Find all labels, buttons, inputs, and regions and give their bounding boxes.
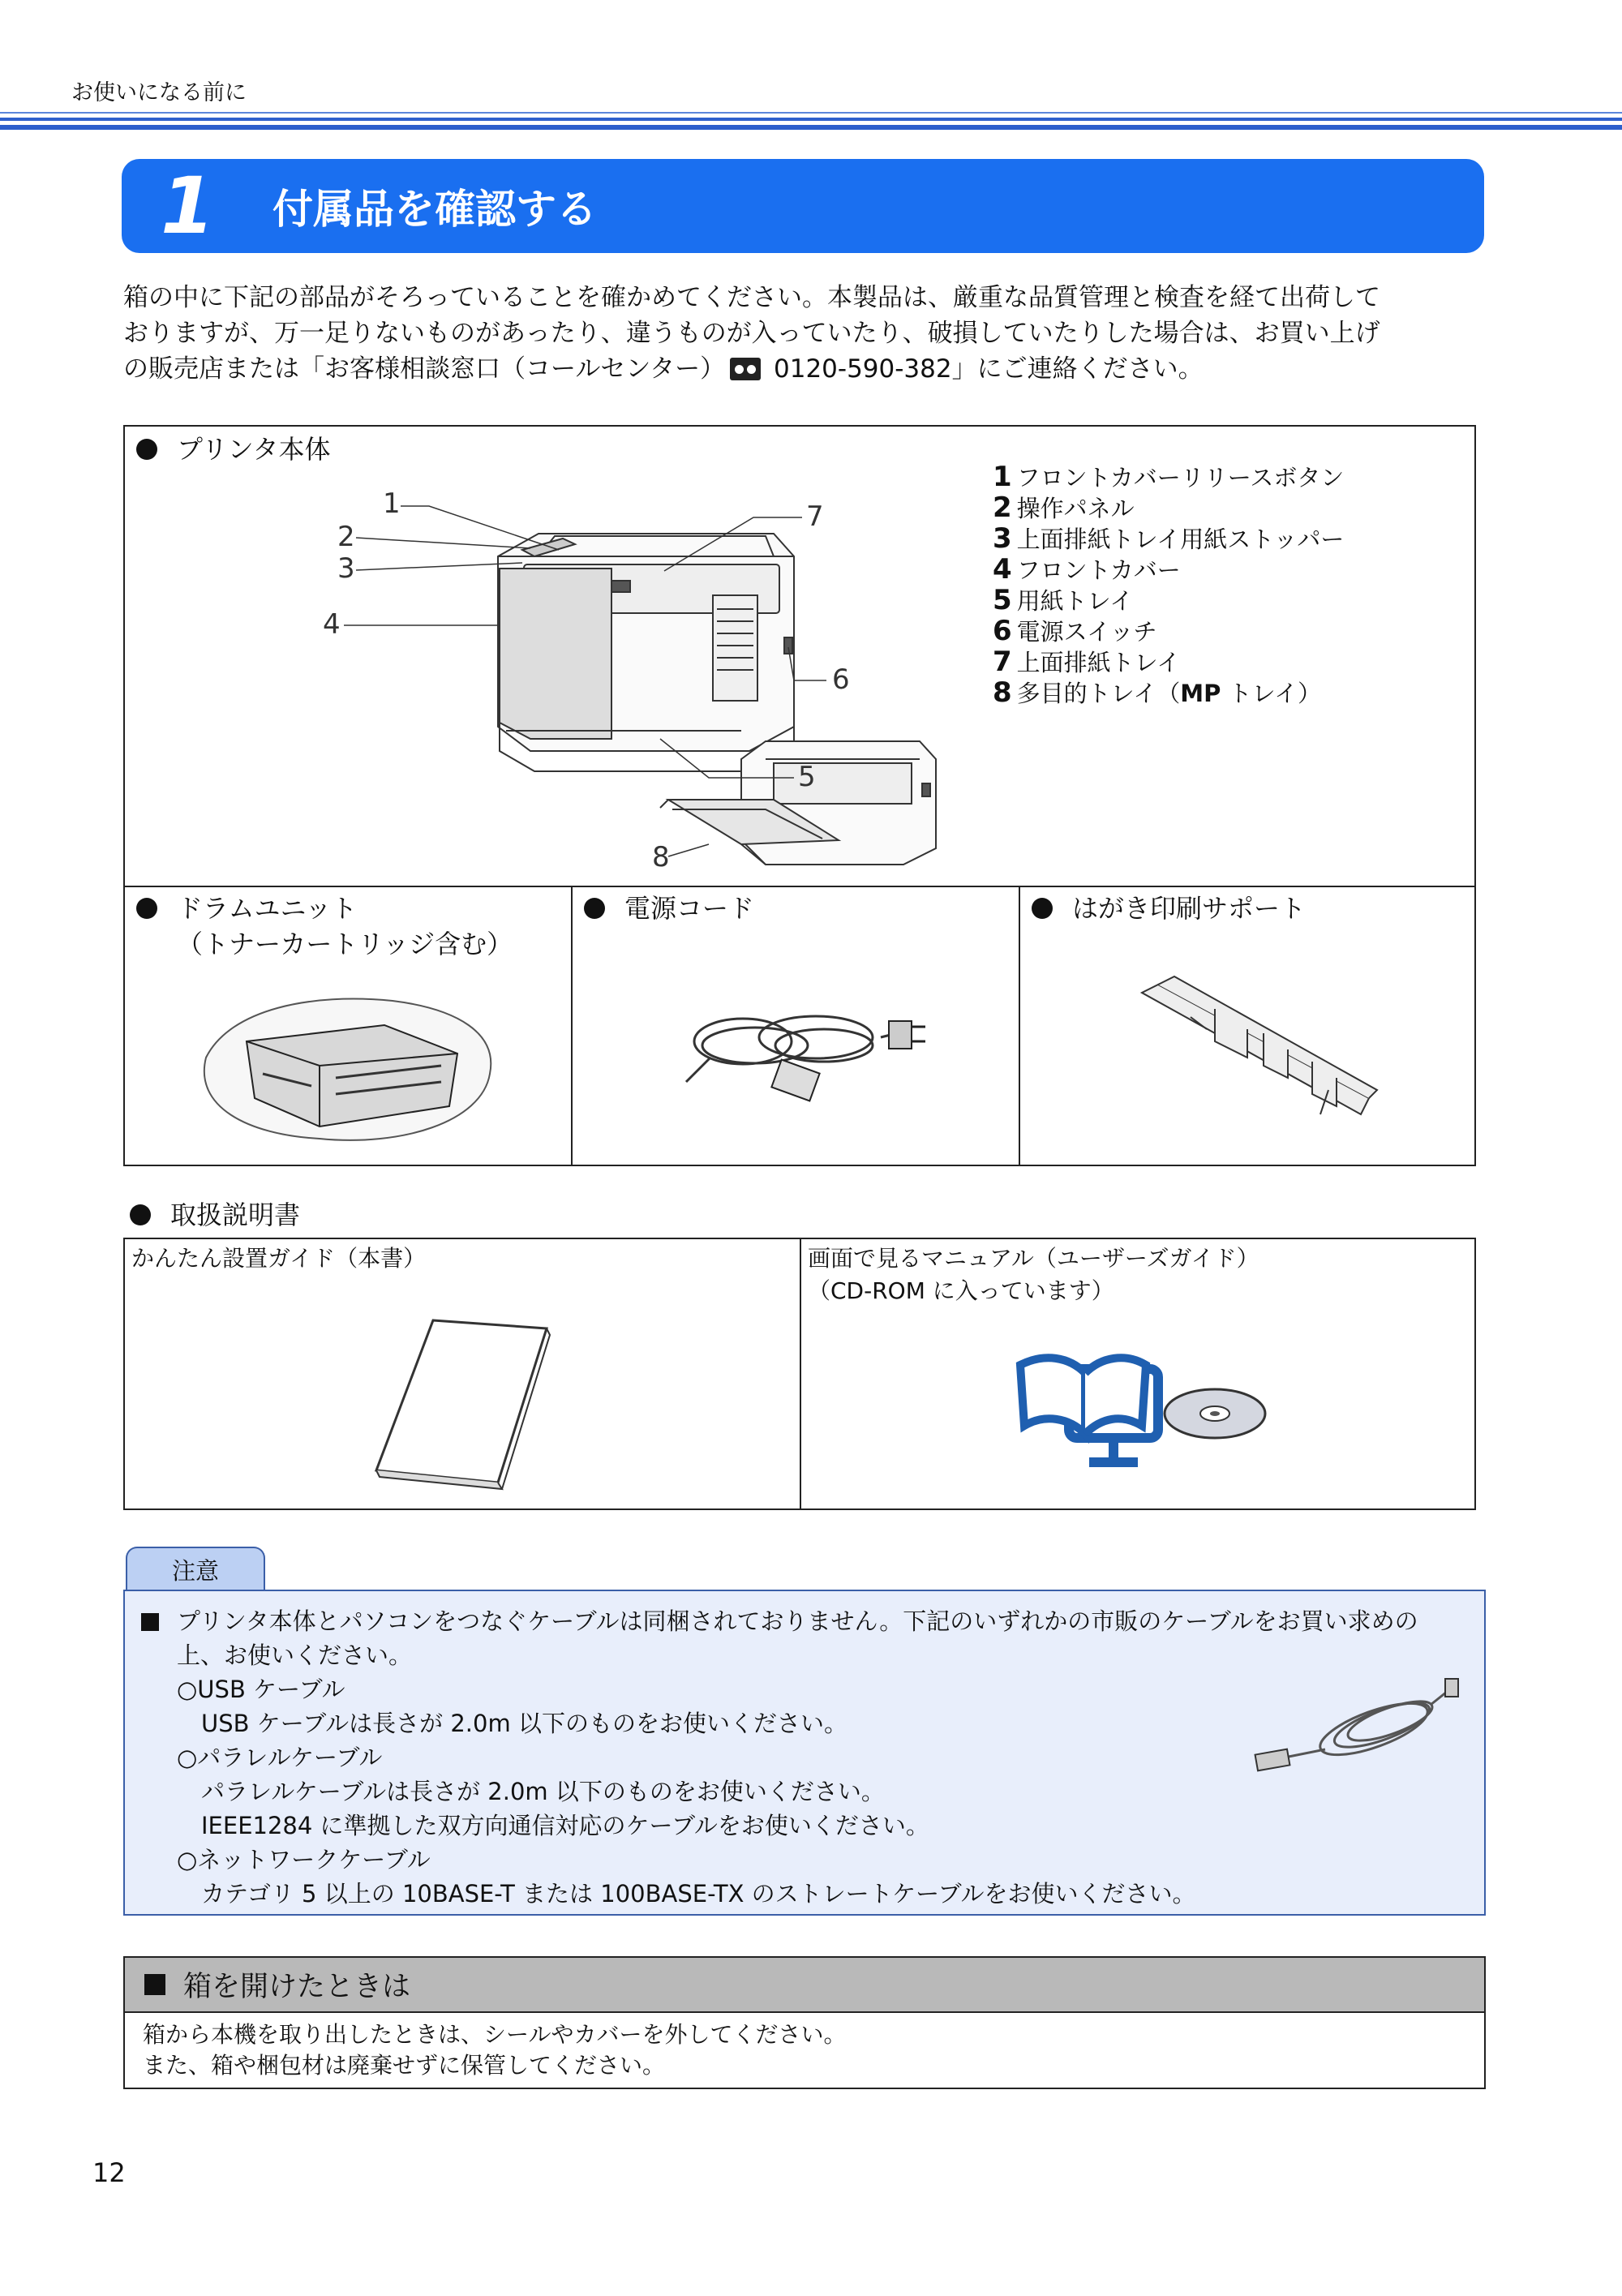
intro-line-3-post: 」にご連絡ください。 [951,354,1204,384]
callout-3: 3 [337,552,355,585]
drum-heading [133,891,513,962]
callout-7: 7 [806,500,824,533]
callout-8: 8 [652,841,670,873]
section-header: お使いになる前に [71,80,247,105]
box-open-line-2: また、箱や梱包材は廃棄せずに保管してください。 [143,2052,666,2079]
legend-item-5: 5 用紙トレイ [993,584,1134,616]
free-dial-icon [730,358,761,380]
bullet-icon [136,439,157,460]
legend-item-6: 6 電源スイッチ [993,615,1157,647]
square-bullet-icon [141,1613,159,1631]
network-cable-title: ○ネットワークケーブル [177,1846,431,1873]
usb-cable-title: ○USB ケーブル [177,1676,345,1703]
caution-box [123,1590,1486,1916]
parallel-cable-desc-2: IEEE1284 に準拠した双方向通信対応のケーブルをお使いください。 [201,1812,929,1839]
postcard-heading-text: はがき印刷サポート [1072,893,1307,924]
network-cable-desc: カテゴリ 5 以上の 10BASE-T または 100BASE-TX のストレートケーブルをお使いください。 [201,1880,1196,1908]
power-cord-heading [581,891,754,926]
bullet-icon [136,898,157,919]
power-cord-panel [571,886,1020,1166]
manuals-heading-text: 取扱説明書 [170,1199,301,1230]
quick-guide-panel [123,1238,801,1510]
manuals-heading [127,1197,300,1233]
printer-legend [993,462,1344,709]
phone-number: 0120-590-382 [774,354,952,384]
power-cord-heading-text: 電源コード [624,893,755,924]
drum-heading-text: ドラムユニット （トナーカートリッジ含む） [177,893,513,959]
legend-item-3: 3 上面排紙トレイ用紙ストッパー [993,522,1345,555]
box-open-body [123,2011,1486,2089]
booklet-illustration [368,1312,563,1491]
cd-rom-icon [1158,1381,1272,1446]
legend-item-7: 7 上面排紙トレイ [993,646,1181,678]
quick-guide-label: かんたん設置ガイド（本書） [131,1245,427,1272]
callout-5: 5 [798,761,816,793]
printer-illustration [287,459,1082,881]
legend-item-1: 1 フロントカバーリリースボタン [993,461,1345,493]
section-title-bar [122,159,1484,253]
callout-1: 1 [383,487,401,520]
power-cord-illustration [678,968,938,1122]
parallel-cable-desc-1: パラレルケーブルは長さが 2.0m 以下のものをお使いください。 [201,1778,885,1805]
caution-tab: 注意 [126,1547,265,1590]
callout-4: 4 [323,608,341,641]
header-rule-thin [0,112,1622,114]
postcard-support-panel [1019,886,1476,1166]
intro-paragraph [123,280,1486,387]
intro-line-2: おりますが、万一足りないものがあったり、違うものが入っていたり、破損していたりした場合は、お買い上げ [123,319,1380,348]
legend-item-8: 8 多目的トレイ（MP トレイ） [993,676,1322,709]
user-guide-panel [800,1238,1476,1510]
bullet-icon [1032,898,1053,919]
section-number: 1 [161,161,215,251]
callout-6: 6 [832,663,850,696]
box-open-line-1: 箱から本機を取り出したときは、シールやカバーを外してください。 [143,2021,847,2048]
caution-line-2: 上、お使いください。 [177,1642,413,1669]
square-bullet-icon [144,1974,165,1995]
drum-unit-illustration [198,976,506,1155]
parallel-cable-title: ○パラレルケーブル [177,1744,383,1771]
usb-cable-illustration [1244,1672,1463,1778]
intro-line-3 [123,351,1486,387]
bullet-icon [584,898,605,919]
header-rule-mid [0,118,1622,121]
box-open-heading-text: 箱を開けたときは [183,1971,411,2003]
legend-item-4: 4 フロントカバー [993,553,1181,586]
bullet-icon [130,1204,151,1225]
usb-cable-desc: USB ケーブルは長さが 2.0m 以下のものをお使いください。 [201,1710,847,1737]
caution-line-1: プリンタ本体とパソコンをつなぐケーブルは同梱されておりません。下記のいずれかの市販のケーブルをお買い求めの [141,1604,1471,1638]
postcard-heading [1028,891,1306,926]
intro-line-1: 箱の中に下記の部品がそろっていることを確かめてください。本製品は、厳重な品質管理と検査を経て出荷して [123,283,1380,312]
intro-line-3-pre: の販売店または「お客様相談窓口（コールセンター） [123,354,726,384]
box-open-heading [123,1956,1486,2013]
page-number: 12 [92,2157,126,2188]
legend-item-2: 2 操作パネル [993,491,1135,524]
postcard-support-illustration [1126,952,1401,1147]
header-rule-thick [0,125,1622,130]
printer-panel [123,425,1476,887]
callout-2: 2 [337,521,355,553]
drum-unit-panel [123,886,573,1166]
user-guide-label: 画面で見るマニュアル（ユーザーズガイド） （CD-ROM に入っています） [808,1245,1259,1304]
onscreen-manual-icon [1012,1345,1174,1474]
section-title: 付属品を確認する [272,186,597,233]
printer-heading-text: プリンタ本体 [177,434,331,465]
